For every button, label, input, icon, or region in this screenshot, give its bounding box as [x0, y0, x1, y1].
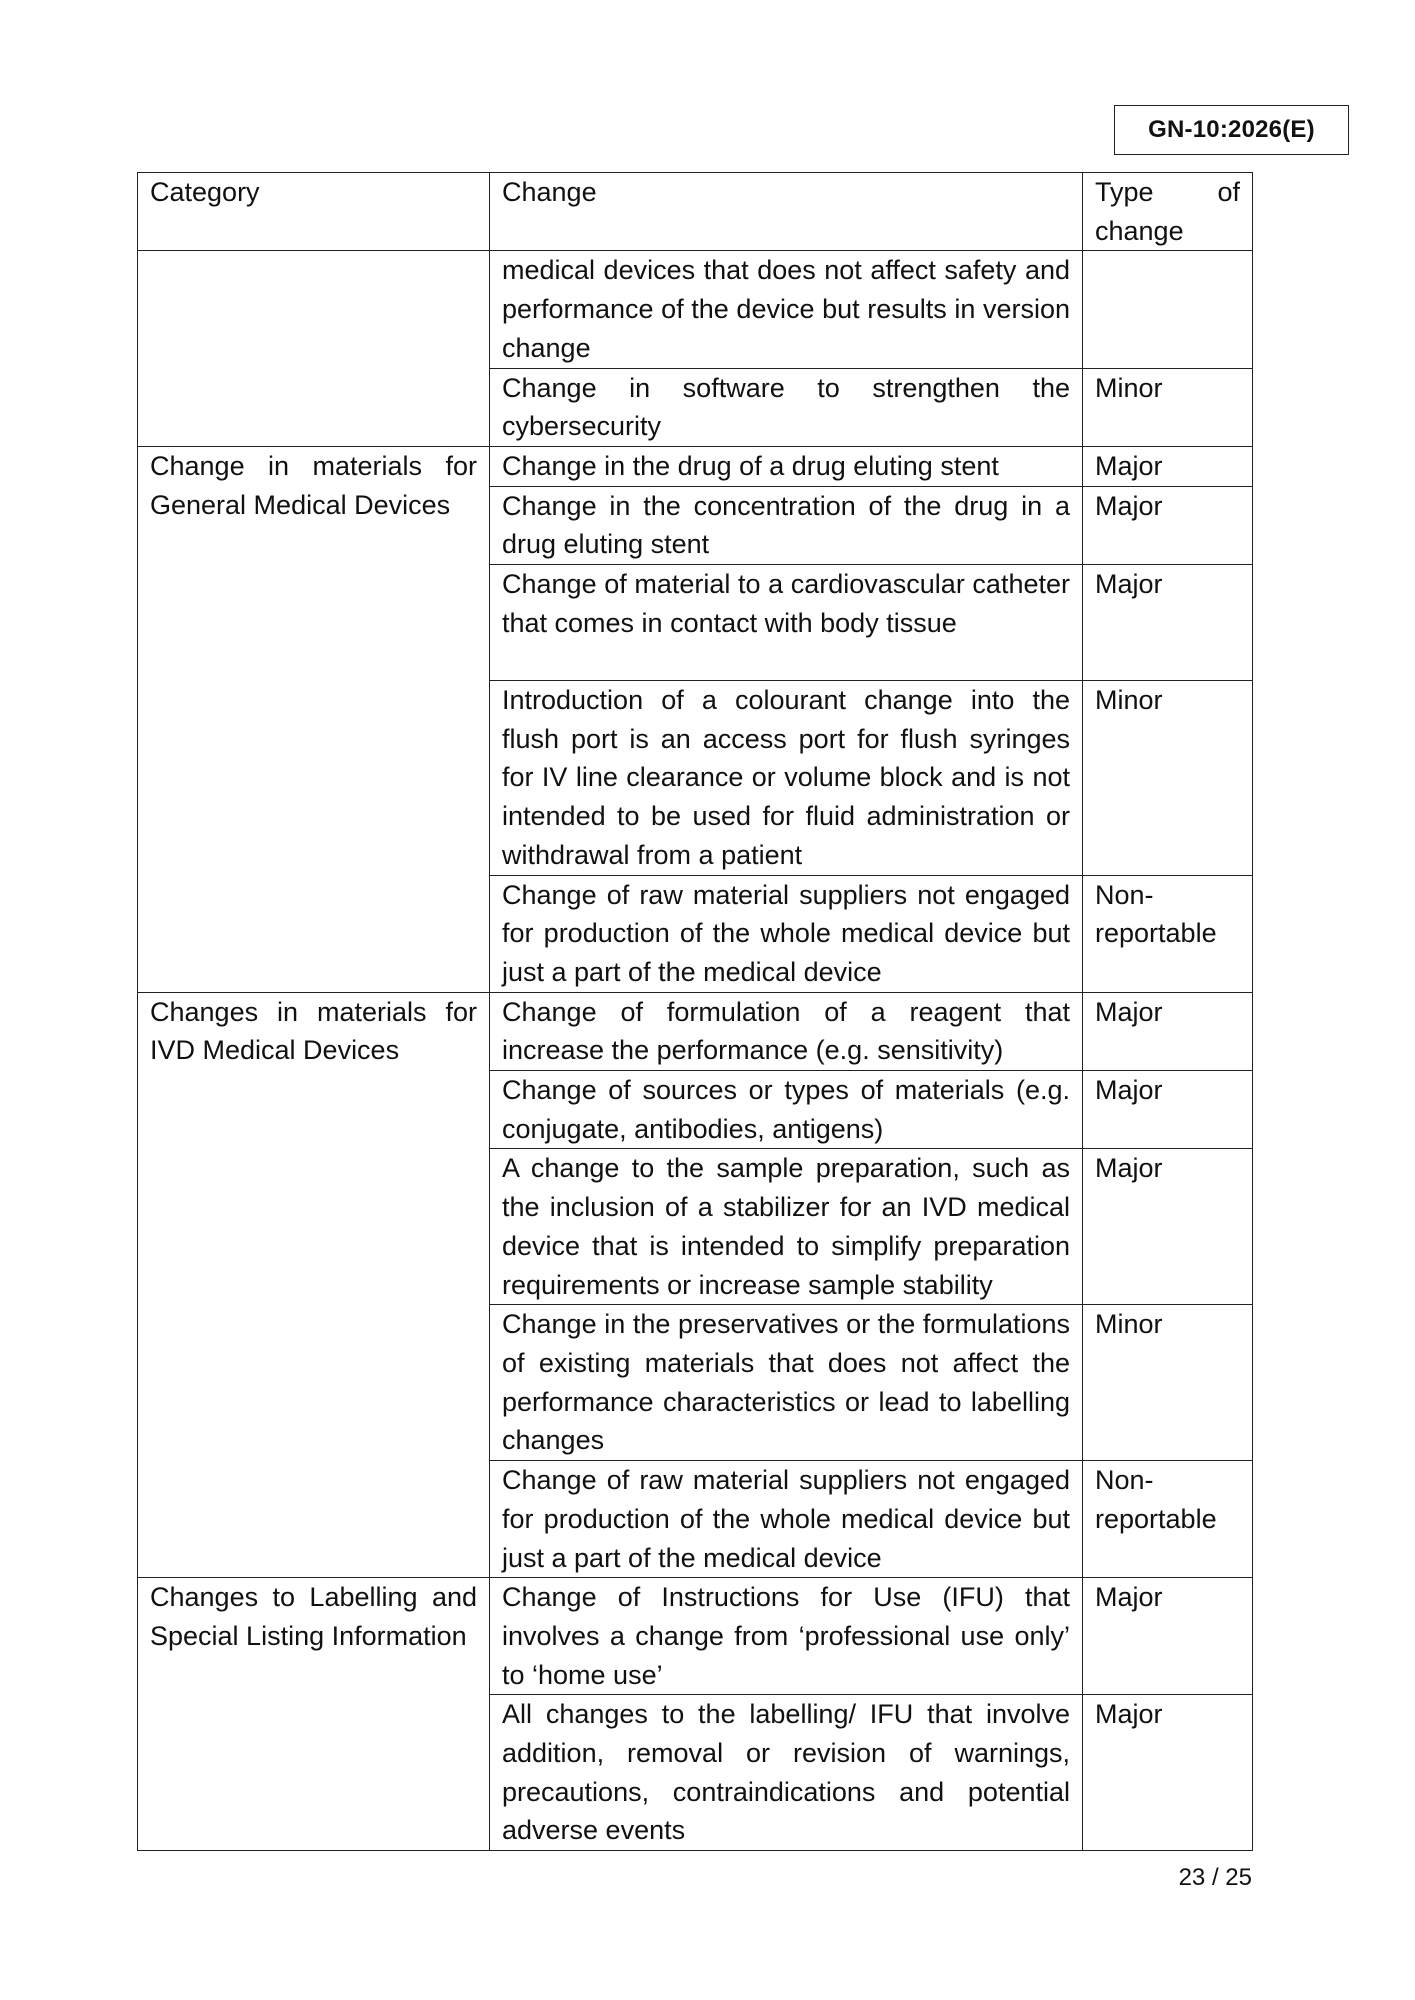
type-cell: Major — [1083, 1578, 1253, 1695]
changes-table — [137, 172, 1253, 1851]
type-cell — [1083, 251, 1253, 368]
column-header-category: Category — [138, 173, 490, 251]
change-cell: Change of formulation of a reagent that increase the performance (e.g. sensitivity) — [490, 992, 1083, 1070]
column-header-change: Change — [490, 173, 1083, 251]
change-cell: Change of raw material suppliers not engaged for production of the whole medical device but just a part of the medical device — [490, 875, 1083, 992]
type-cell: Major — [1083, 486, 1253, 564]
change-cell: Change in the drug of a drug eluting stent — [490, 446, 1083, 486]
change-cell: Change of Instructions for Use (IFU) that involves a change from ‘professional use only’ to ‘home use’ — [490, 1578, 1083, 1695]
document-code-box — [1114, 105, 1349, 155]
type-header-word-1: Type — [1095, 177, 1154, 207]
change-cell: Introduction of a colourant change into the flush port is an access port for flush syringes for IV line clearance or volume block and is not intended to be used for fluid administration or withdrawal from a patient — [490, 681, 1083, 876]
type-cell: Major — [1083, 992, 1253, 1070]
column-header-type — [1083, 173, 1253, 251]
type-cell: Major — [1083, 446, 1253, 486]
change-cell: Change in the preservatives or the formulations of existing materials that does not affect the performance characteristics or lead to labelling changes — [490, 1305, 1083, 1461]
change-cell: A change to the sample preparation, such as the inclusion of a stabilizer for an IVD medical device that is intended to simplify preparation requirements or increase sample stability — [490, 1149, 1083, 1305]
change-cell: Change of material to a cardiovascular catheter that comes in contact with body tissue — [490, 565, 1083, 681]
type-header-word-3: change — [1095, 215, 1184, 246]
category-cell-continued — [138, 251, 490, 447]
page-total: 25 — [1225, 1864, 1252, 1891]
type-cell: Non-reportable — [1083, 875, 1253, 992]
type-cell: Non-reportable — [1083, 1461, 1253, 1578]
change-cell: Change of raw material suppliers not engaged for production of the whole medical device but just a part of the medical device — [490, 1461, 1083, 1578]
table-header-row — [138, 173, 1253, 251]
type-cell: Minor — [1083, 368, 1253, 446]
page-current: 23 — [1178, 1864, 1206, 1891]
category-cell: Changes in materials for IVD Medical Devices — [138, 992, 490, 1578]
table-row — [138, 992, 1253, 1070]
table-row — [138, 251, 1253, 368]
type-cell: Major — [1083, 1071, 1253, 1149]
table-row — [138, 446, 1253, 486]
type-cell: Minor — [1083, 681, 1253, 876]
page-separator: / — [1211, 1864, 1219, 1891]
type-header-word-2: of — [1217, 177, 1240, 207]
change-cell: All changes to the labelling/ IFU that involve addition, removal or revision of warnings, precautions, contraindications and potential adverse events — [490, 1695, 1083, 1851]
type-cell: Major — [1083, 1149, 1253, 1305]
category-cell: Change in materials for General Medical Devices — [138, 446, 490, 992]
change-cell: Change of sources or types of materials (e.g. conjugate, antibodies, antigens) — [490, 1071, 1083, 1149]
type-cell: Major — [1083, 565, 1253, 681]
type-cell: Minor — [1083, 1305, 1253, 1461]
page-number — [1100, 1864, 1252, 1892]
change-cell: Change in the concentration of the drug in a drug eluting stent — [490, 486, 1083, 564]
change-cell: medical devices that does not affect safety and performance of the device but results in version change — [490, 251, 1083, 368]
table-row — [138, 1578, 1253, 1695]
category-cell: Changes to Labelling and Special Listing Information — [138, 1578, 490, 1851]
change-cell: Change in software to strengthen the cybersecurity — [490, 368, 1083, 446]
document-code: GN-10:2026(E) — [1148, 116, 1315, 143]
type-cell: Major — [1083, 1695, 1253, 1851]
